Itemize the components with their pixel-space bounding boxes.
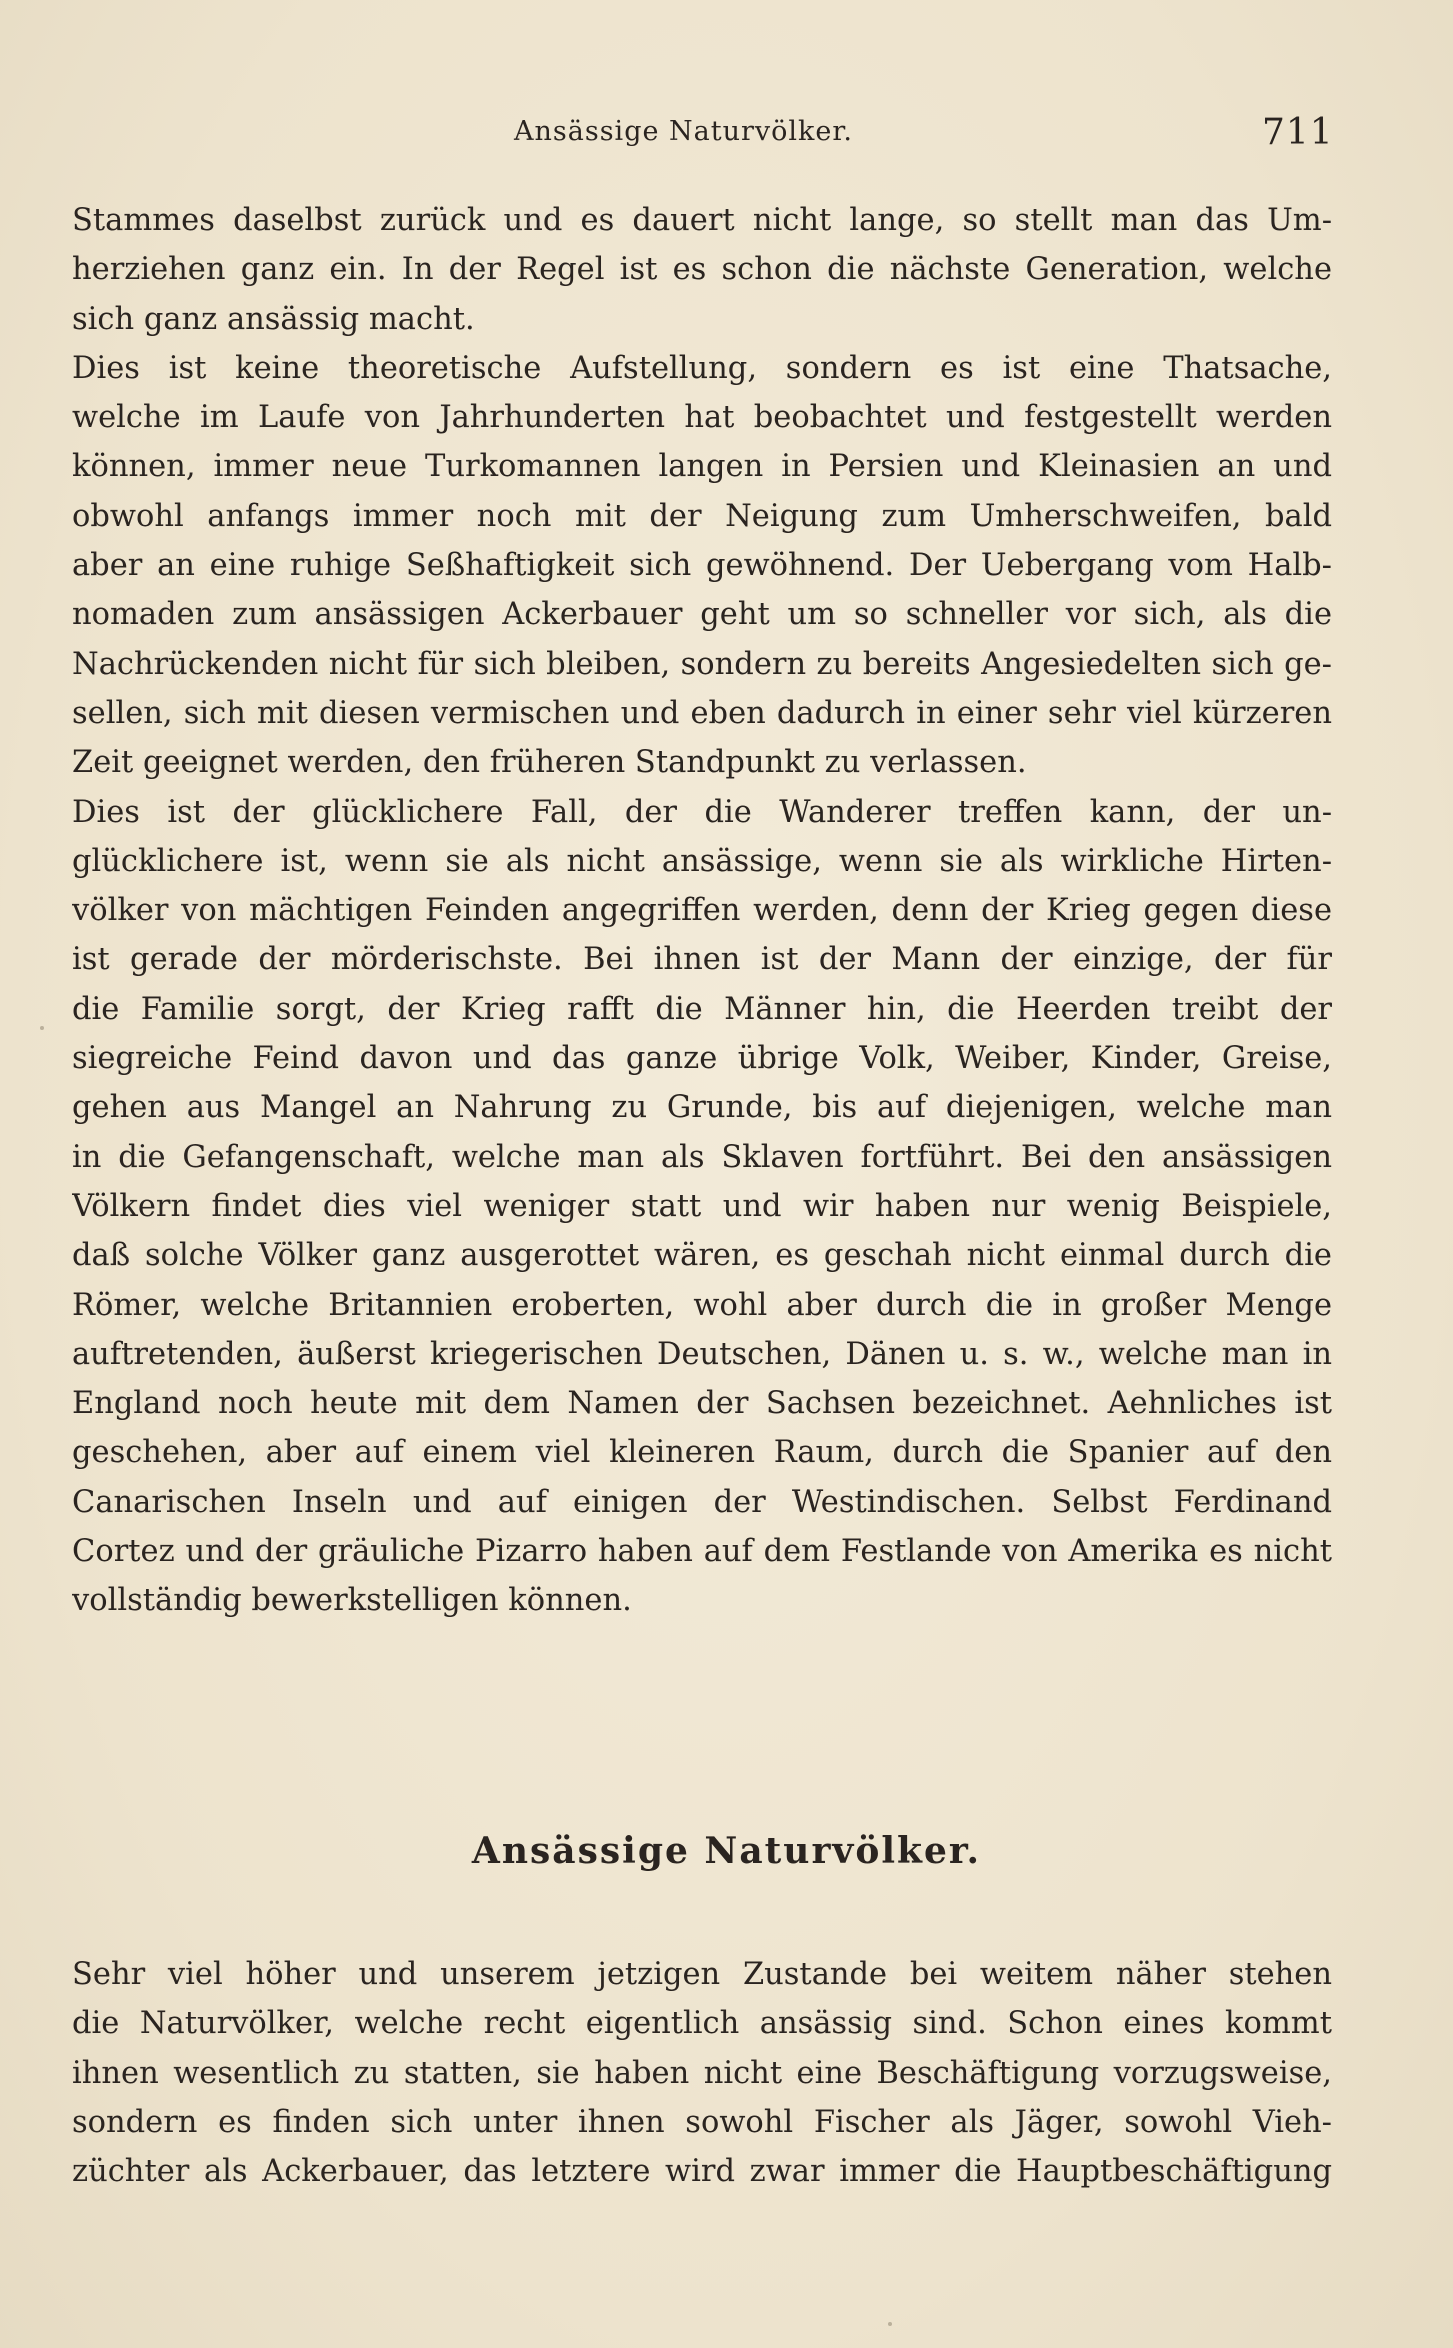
text-line: völker von mächtigen Feinden angegriffen werden, denn der Krieg gegen diese: [72, 893, 1332, 929]
text-line: gehen aus Mangel an Nahrung zu Grunde, bis auf diejenigen, welche man: [72, 1090, 1332, 1126]
text-line: daß solche Völker ganz ausgerottet wären, es geschah nicht einmal durch die: [72, 1238, 1332, 1274]
running-head: [0, 112, 1453, 152]
text-line: Canarischen Inseln und auf einigen der Westindischen. Selbst Ferdinand: [72, 1484, 1332, 1520]
paper-speck: [40, 1026, 44, 1030]
paper-speck: [888, 2322, 892, 2326]
text-line: Römer, welche Britannien eroberten, wohl aber durch die in großer Menge: [72, 1287, 1332, 1323]
page-number: 711: [1262, 112, 1334, 153]
text-line: siegreiche Feind davon und das ganze übrige Volk, Weiber, Kinder, Greise,: [72, 1041, 1332, 1077]
text-line: können, immer neue Turkomannen langen in Persien und Kleinasien an und: [72, 449, 1332, 485]
text-line: züchter als Ackerbauer, das letztere wird zwar immer die Hauptbeschäftigung: [72, 2154, 1332, 2190]
text-line: welche im Laufe von Jahrhunderten hat beobachtet und festgestellt werden: [72, 400, 1332, 436]
text-line: ist gerade der mörderischste. Bei ihnen ist der Mann der einzige, der für: [72, 942, 1332, 978]
text-line: nomaden zum ansässigen Ackerbauer geht um so schneller vor sich, als die: [72, 597, 1332, 633]
text-line: Sehr viel höher und unserem jetzigen Zustande bei weitem näher stehen: [72, 1957, 1332, 1992]
text-line: in die Gefangenschaft, welche man als Sklaven fortführt. Bei den ansässigen: [72, 1139, 1332, 1175]
text-line: England noch heute mit dem Namen der Sachsen bezeichnet. Aehnliches ist: [72, 1386, 1332, 1422]
running-title: Ansässige Naturvölker.: [514, 116, 853, 147]
text-line: glücklichere ist, wenn sie als nicht ansässige, wenn sie als wirkliche Hirten-: [72, 843, 1332, 879]
text-line: Zeit geeignet werden, den früheren Standpunkt zu verlassen.: [72, 745, 1027, 781]
text-line: Völkern findet dies viel weniger statt und wir haben nur wenig Beispiele,: [72, 1188, 1332, 1224]
section-heading: Ansässige Naturvölker.: [471, 1830, 982, 1872]
text-line: aber an eine ruhige Seßhaftigkeit sich gewöhnend. Der Uebergang vom Halb-: [72, 548, 1332, 584]
text-line: Nachrückenden nicht für sich bleiben, sondern zu bereits Angesiedelten sich ge-: [72, 646, 1332, 682]
text-line: geschehen, aber auf einem viel kleineren Raum, durch die Spanier auf den: [72, 1435, 1332, 1471]
text-line: die Familie sorgt, der Krieg rafft die Männer hin, die Heerden treibt der: [72, 991, 1332, 1027]
text-line: die Naturvölker, welche recht eigentlich ansässig sind. Schon eines kommt: [72, 2006, 1332, 2042]
text-line: sellen, sich mit diesen vermischen und eben dadurch in einer sehr viel kürzeren: [72, 695, 1332, 731]
text-line: vollständig bewerkstelligen können.: [72, 1583, 632, 1619]
text-line: Stammes daselbst zurück und es dauert nicht lange, so stellt man das Um-: [72, 203, 1332, 238]
text-line: sondern es finden sich unter ihnen sowohl Fischer als Jäger, sowohl Vieh-: [72, 2104, 1332, 2140]
text-line: ihnen wesentlich zu statten, sie haben nicht eine Beschäftigung vorzugsweise,: [72, 2055, 1332, 2091]
text-line: sich ganz ansässig macht.: [72, 301, 475, 337]
text-line: Dies ist keine theoretische Aufstellung, sondern es ist eine Thatsache,: [72, 350, 1332, 386]
text-line: Cortez und der gräuliche Pizarro haben auf dem Festlande von Amerika es nicht: [72, 1534, 1332, 1570]
text-line: Dies ist der glücklichere Fall, der die Wanderer treffen kann, der un-: [72, 794, 1332, 830]
body-text-lower: [72, 1950, 1332, 2196]
text-line: auftretenden, äußerst kriegerischen Deutschen, Dänen u. s. w., welche man in: [72, 1336, 1332, 1372]
text-line: obwohl anfangs immer noch mit der Neigung zum Umherschweifen, bald: [72, 498, 1332, 534]
text-line: herziehen ganz ein. In der Regel ist es schon die nächste Generation, welche: [72, 252, 1332, 288]
body-text-upper: [72, 196, 1332, 1626]
